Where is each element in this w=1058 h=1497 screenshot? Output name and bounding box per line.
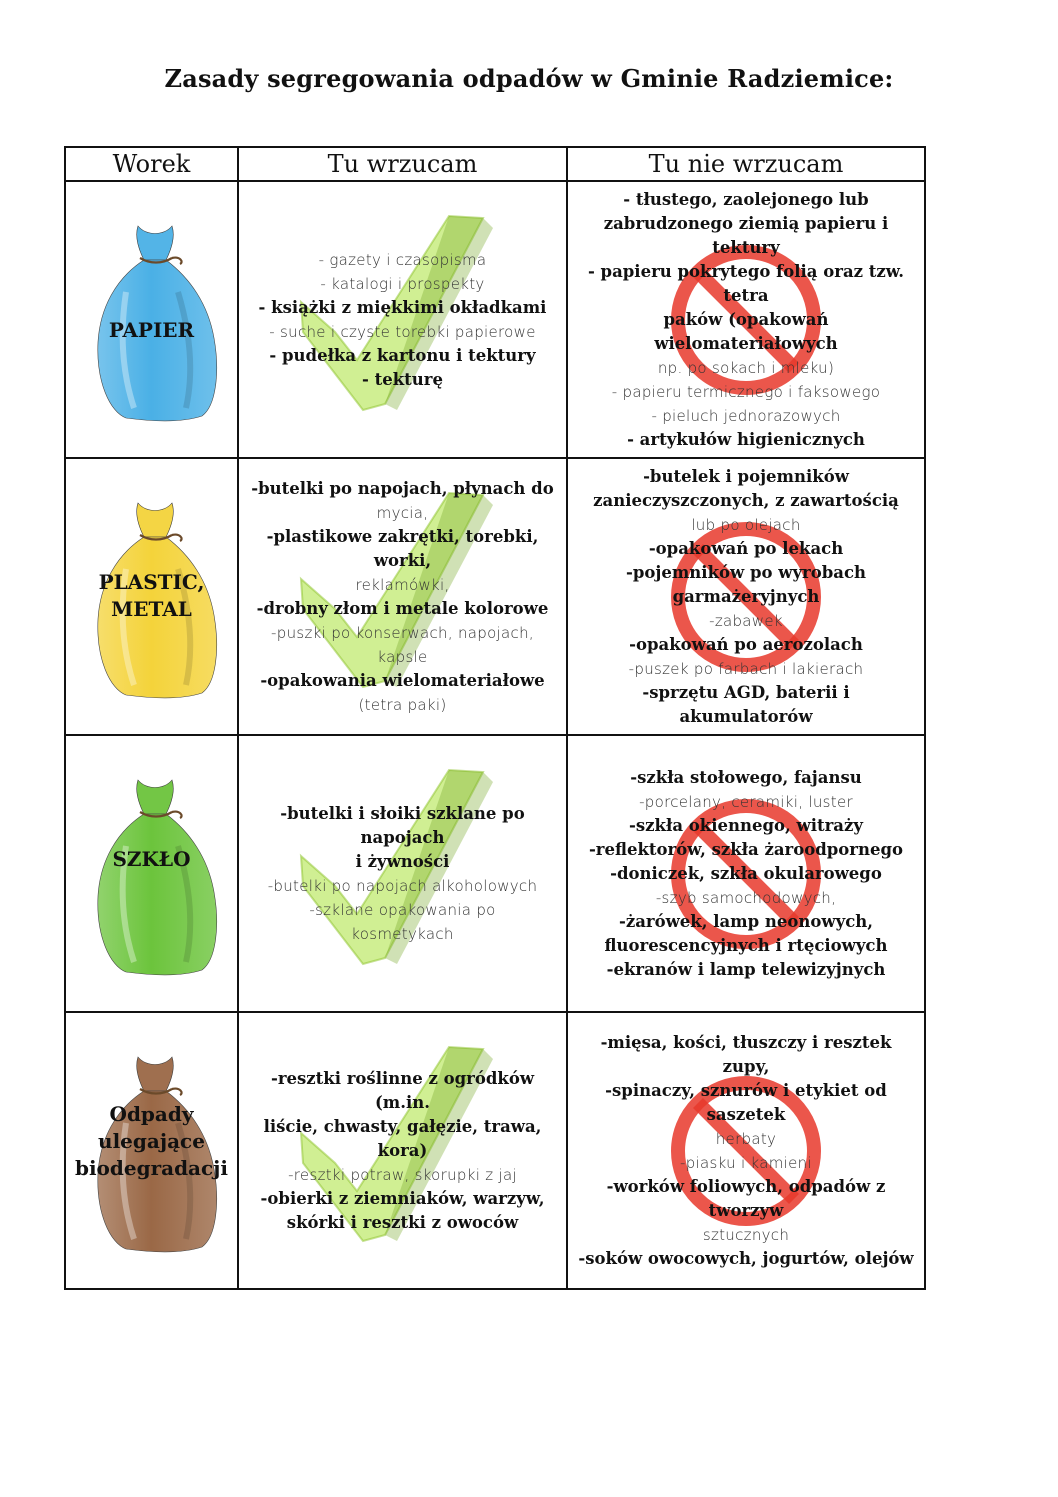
list-item: -plastikowe zakrętki, torebki, worki,	[266, 526, 539, 570]
list-item: - katalogi i prospekty	[320, 274, 485, 293]
list-item: -mięsa, kości, tłuszczy i resztek zupy,	[600, 1032, 892, 1076]
list-item: fluorescencyjnych i rtęciowych	[604, 935, 888, 955]
list-item: (tetra paki)	[358, 695, 447, 714]
list-item: -puszki po konserwach, napojach,	[271, 623, 534, 642]
list-item: np. po sokach i mleku)	[657, 358, 835, 377]
list-item: -szklane opakowania po	[309, 900, 496, 919]
list-item: -resztki potraw, skorupki z jaj	[288, 1165, 517, 1184]
list-item: - artykułów higienicznych	[627, 429, 865, 449]
header-not-allowed: Tu nie wrzucam	[567, 147, 925, 181]
list-item: -puszek po farbach i lakierach	[628, 659, 864, 678]
list-item: -opakowania wielomateriałowe	[260, 670, 545, 690]
list-item: liście, chwasty, gałęzie, trawa, kora)	[263, 1116, 542, 1160]
list-item: lub po olejach	[691, 515, 801, 534]
list-item: -reflektorów, szkła żaroodpornego	[588, 839, 904, 859]
list-item: zabrudzonego ziemią papieru i tektury	[603, 213, 889, 257]
bag-label: Odpady ulegające biodegradacji	[74, 1102, 229, 1180]
list-item: -żarówek, lamp neonowych,	[618, 911, 873, 931]
bag-cell	[65, 458, 238, 735]
garbage-bag-icon	[86, 776, 224, 976]
not-allowed-cell	[567, 458, 925, 735]
table-row	[65, 181, 925, 458]
list-item: -doniczek, szkła okularowego	[610, 863, 882, 883]
allowed-cell	[238, 1012, 567, 1289]
list-item: -piasku i kamieni	[680, 1153, 812, 1172]
list-item: -worków foliowych, odpadów z tworzyw	[606, 1176, 886, 1220]
list-item: -drobny złom i metale kolorowe	[256, 598, 549, 618]
bag-cell	[65, 1012, 238, 1289]
not-allowed-cell	[567, 1012, 925, 1289]
list-item: -sprzętu AGD, baterii i akumulatorów	[642, 682, 850, 726]
bag-cell	[65, 181, 238, 458]
list-item: -szyb samochodowych,	[655, 888, 837, 907]
header-allowed: Tu wrzucam	[238, 147, 567, 181]
list-item: herbaty	[715, 1129, 777, 1148]
list-item: -opakowań po lekach	[648, 538, 844, 558]
list-item: -butelki po napojach, płynach do	[251, 478, 554, 498]
allowed-cell	[238, 458, 567, 735]
list-item: kapsle	[377, 647, 428, 666]
list-item: zanieczyszczonych, z zawartością	[593, 490, 899, 510]
bag-label: PAPIER	[108, 318, 195, 342]
list-item: mycia,	[376, 503, 429, 522]
list-item: sztucznych	[702, 1225, 790, 1244]
list-item: skórki i resztki z owoców	[286, 1212, 519, 1232]
allowed-cell	[238, 735, 567, 1012]
list-item: -butelki i słoiki szklane po napojach	[280, 803, 525, 847]
list-item: - suche i czyste torebki papierowe	[269, 322, 536, 341]
list-item: kosmetykach	[351, 924, 454, 943]
list-item: - tekturę	[362, 369, 443, 389]
header-bag: Worek	[65, 147, 238, 181]
bag-cell	[65, 735, 238, 1012]
not-allowed-cell	[567, 181, 925, 458]
list-item: -butelki po napojach alkoholowych	[267, 876, 538, 895]
list-item: -szkła stołowego, fajansu	[630, 767, 862, 787]
list-item: - papieru termicznego i faksowego	[611, 382, 881, 401]
list-item: -obierki z ziemniaków, warzyw,	[260, 1188, 545, 1208]
table-row	[65, 1012, 925, 1289]
list-item: -ekranów i lamp telewizyjnych	[606, 959, 886, 979]
page-title: Zasady segregowania odpadów w Gminie Radziemice:	[164, 64, 894, 93]
list-item: - pudełka z kartonu i tektury	[269, 345, 536, 365]
list-item: - książki z miękkimi okładkami	[258, 297, 547, 317]
table-row	[65, 458, 925, 735]
list-item: reklamówki,	[355, 575, 450, 594]
table-header-row	[65, 147, 925, 181]
segregation-table	[64, 146, 926, 1290]
list-item: -resztki roślinne z ogródków (m.in.	[270, 1068, 535, 1112]
list-item: - gazety i czasopisma	[318, 250, 487, 269]
list-item: -soków owocowych, jogurtów, olejów	[578, 1248, 914, 1268]
list-item: -szkła okiennego, witraży	[629, 815, 863, 835]
list-item: -butelek i pojemników	[643, 466, 849, 486]
list-item: - papieru pokrytego folią oraz tzw. tetra	[587, 261, 905, 305]
table-row	[65, 735, 925, 1012]
list-item: -opakowań po aerozolach	[629, 634, 863, 654]
bag-label: PLASTIC, METAL	[98, 570, 205, 621]
not-allowed-cell	[567, 735, 925, 1012]
list-item: -zabawek	[709, 611, 783, 630]
bag-label: SZKŁO	[112, 847, 191, 871]
list-item: - tłustego, zaolejonego lub	[623, 189, 869, 209]
list-item: -spinaczy, sznurów i etykiet od saszetek	[605, 1080, 887, 1124]
list-item: - pieluch jednorazowych	[651, 406, 841, 425]
list-item: -porcelany, ceramiki, luster	[639, 792, 853, 811]
list-item: i żywności	[355, 851, 450, 871]
list-item: -pojemników po wyrobach	[625, 562, 866, 582]
list-item: paków (opakowań wielomateriałowych	[654, 309, 838, 353]
allowed-cell	[238, 181, 567, 458]
list-item: garmażeryjnych	[672, 586, 820, 606]
